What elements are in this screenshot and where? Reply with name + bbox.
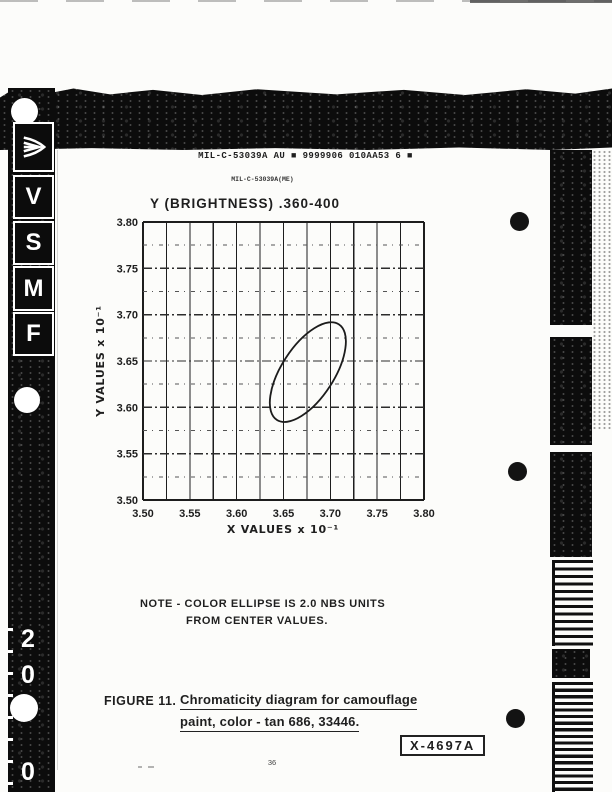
punch-hole-dot [506, 709, 525, 728]
sidebar-letter: V [25, 183, 42, 210]
figure-caption-line-1: Chromaticity diagram for camouflage [180, 692, 417, 710]
y-axis-label: Y VALUES x 10⁻¹ [94, 305, 107, 417]
scan-noise-right-edge [592, 150, 612, 430]
scan-black-band-top [0, 86, 612, 150]
chart-grid-and-ellipse [117, 217, 435, 520]
svg-text:3.60: 3.60 [225, 508, 248, 520]
figure-caption-line-2: paint, color - tan 686, 33446. [180, 714, 359, 732]
svg-text:3.50: 3.50 [116, 495, 138, 507]
svg-text:3.65: 3.65 [116, 356, 138, 368]
sidebar-letter-box-f [13, 312, 54, 356]
binding-band-stripes [552, 560, 593, 646]
sidebar-digit: 0 [21, 758, 35, 786]
sidebar-letter: S [25, 229, 42, 256]
binding-band-segment [550, 452, 592, 557]
note-line-1: NOTE - COLOR ELLIPSE IS 2.0 NBS UNITS [140, 598, 386, 610]
sidebar-digit: 0 [21, 661, 35, 689]
binding-band-segment [550, 337, 592, 445]
vsmf-logo-box [13, 122, 54, 172]
sidebar-hole-marker [14, 387, 40, 413]
sidebar-letter-box-m [13, 266, 54, 311]
svg-text:3.55: 3.55 [179, 508, 201, 520]
chart-title: Y (BRIGHTNESS) .360-400 [149, 196, 341, 211]
svg-text:3.60: 3.60 [116, 402, 138, 415]
svg-text:3.50: 3.50 [132, 508, 154, 520]
figure-number-label: FIGURE 11. [104, 694, 177, 708]
svg-text:3.75: 3.75 [366, 508, 388, 520]
page-number: 36 [267, 758, 277, 767]
x-axis-label: X VALUES x 10⁻¹ [226, 523, 340, 536]
chromaticity-chart [90, 192, 445, 537]
sidebar-frame-ticks [8, 628, 13, 790]
binding-band-segment [550, 150, 592, 325]
scan-smudge [138, 766, 158, 768]
svg-text:3.55: 3.55 [116, 448, 138, 461]
punch-hole-dot [510, 212, 529, 231]
svg-text:3.75: 3.75 [116, 263, 138, 276]
svg-text:3.65: 3.65 [272, 508, 295, 520]
vsmf-arrow-logo-icon [19, 130, 49, 164]
sidebar-hole-marker [10, 694, 38, 722]
binding-band-segment [552, 649, 590, 678]
page-left-edge-line [57, 150, 58, 770]
spec-subheader-line: MIL-C-53039A(ME) [231, 176, 294, 183]
punch-hole-dot [508, 462, 527, 481]
svg-text:3.70: 3.70 [116, 309, 138, 322]
spec-header-line: MIL-C-53039A AU ■ 9999906 010AA53 6 ■ [198, 151, 413, 161]
drawing-number-stamp: X-4697A [400, 735, 485, 756]
svg-text:3.80: 3.80 [116, 217, 138, 229]
sidebar-letter: F [26, 320, 41, 347]
svg-text:3.80: 3.80 [413, 508, 435, 520]
sidebar-letter-box-s [13, 221, 54, 265]
svg-text:3.70: 3.70 [319, 508, 342, 520]
sidebar-hole-marker [11, 98, 38, 125]
note-line-2: FROM CENTER VALUES. [186, 615, 328, 627]
sidebar-digit: 2 [21, 625, 35, 653]
scan-noise-top-edge-dark [470, 0, 612, 3]
sidebar-letter-box-v [13, 175, 54, 219]
sidebar-letter: M [23, 274, 44, 302]
binding-band-stripes [552, 682, 593, 792]
